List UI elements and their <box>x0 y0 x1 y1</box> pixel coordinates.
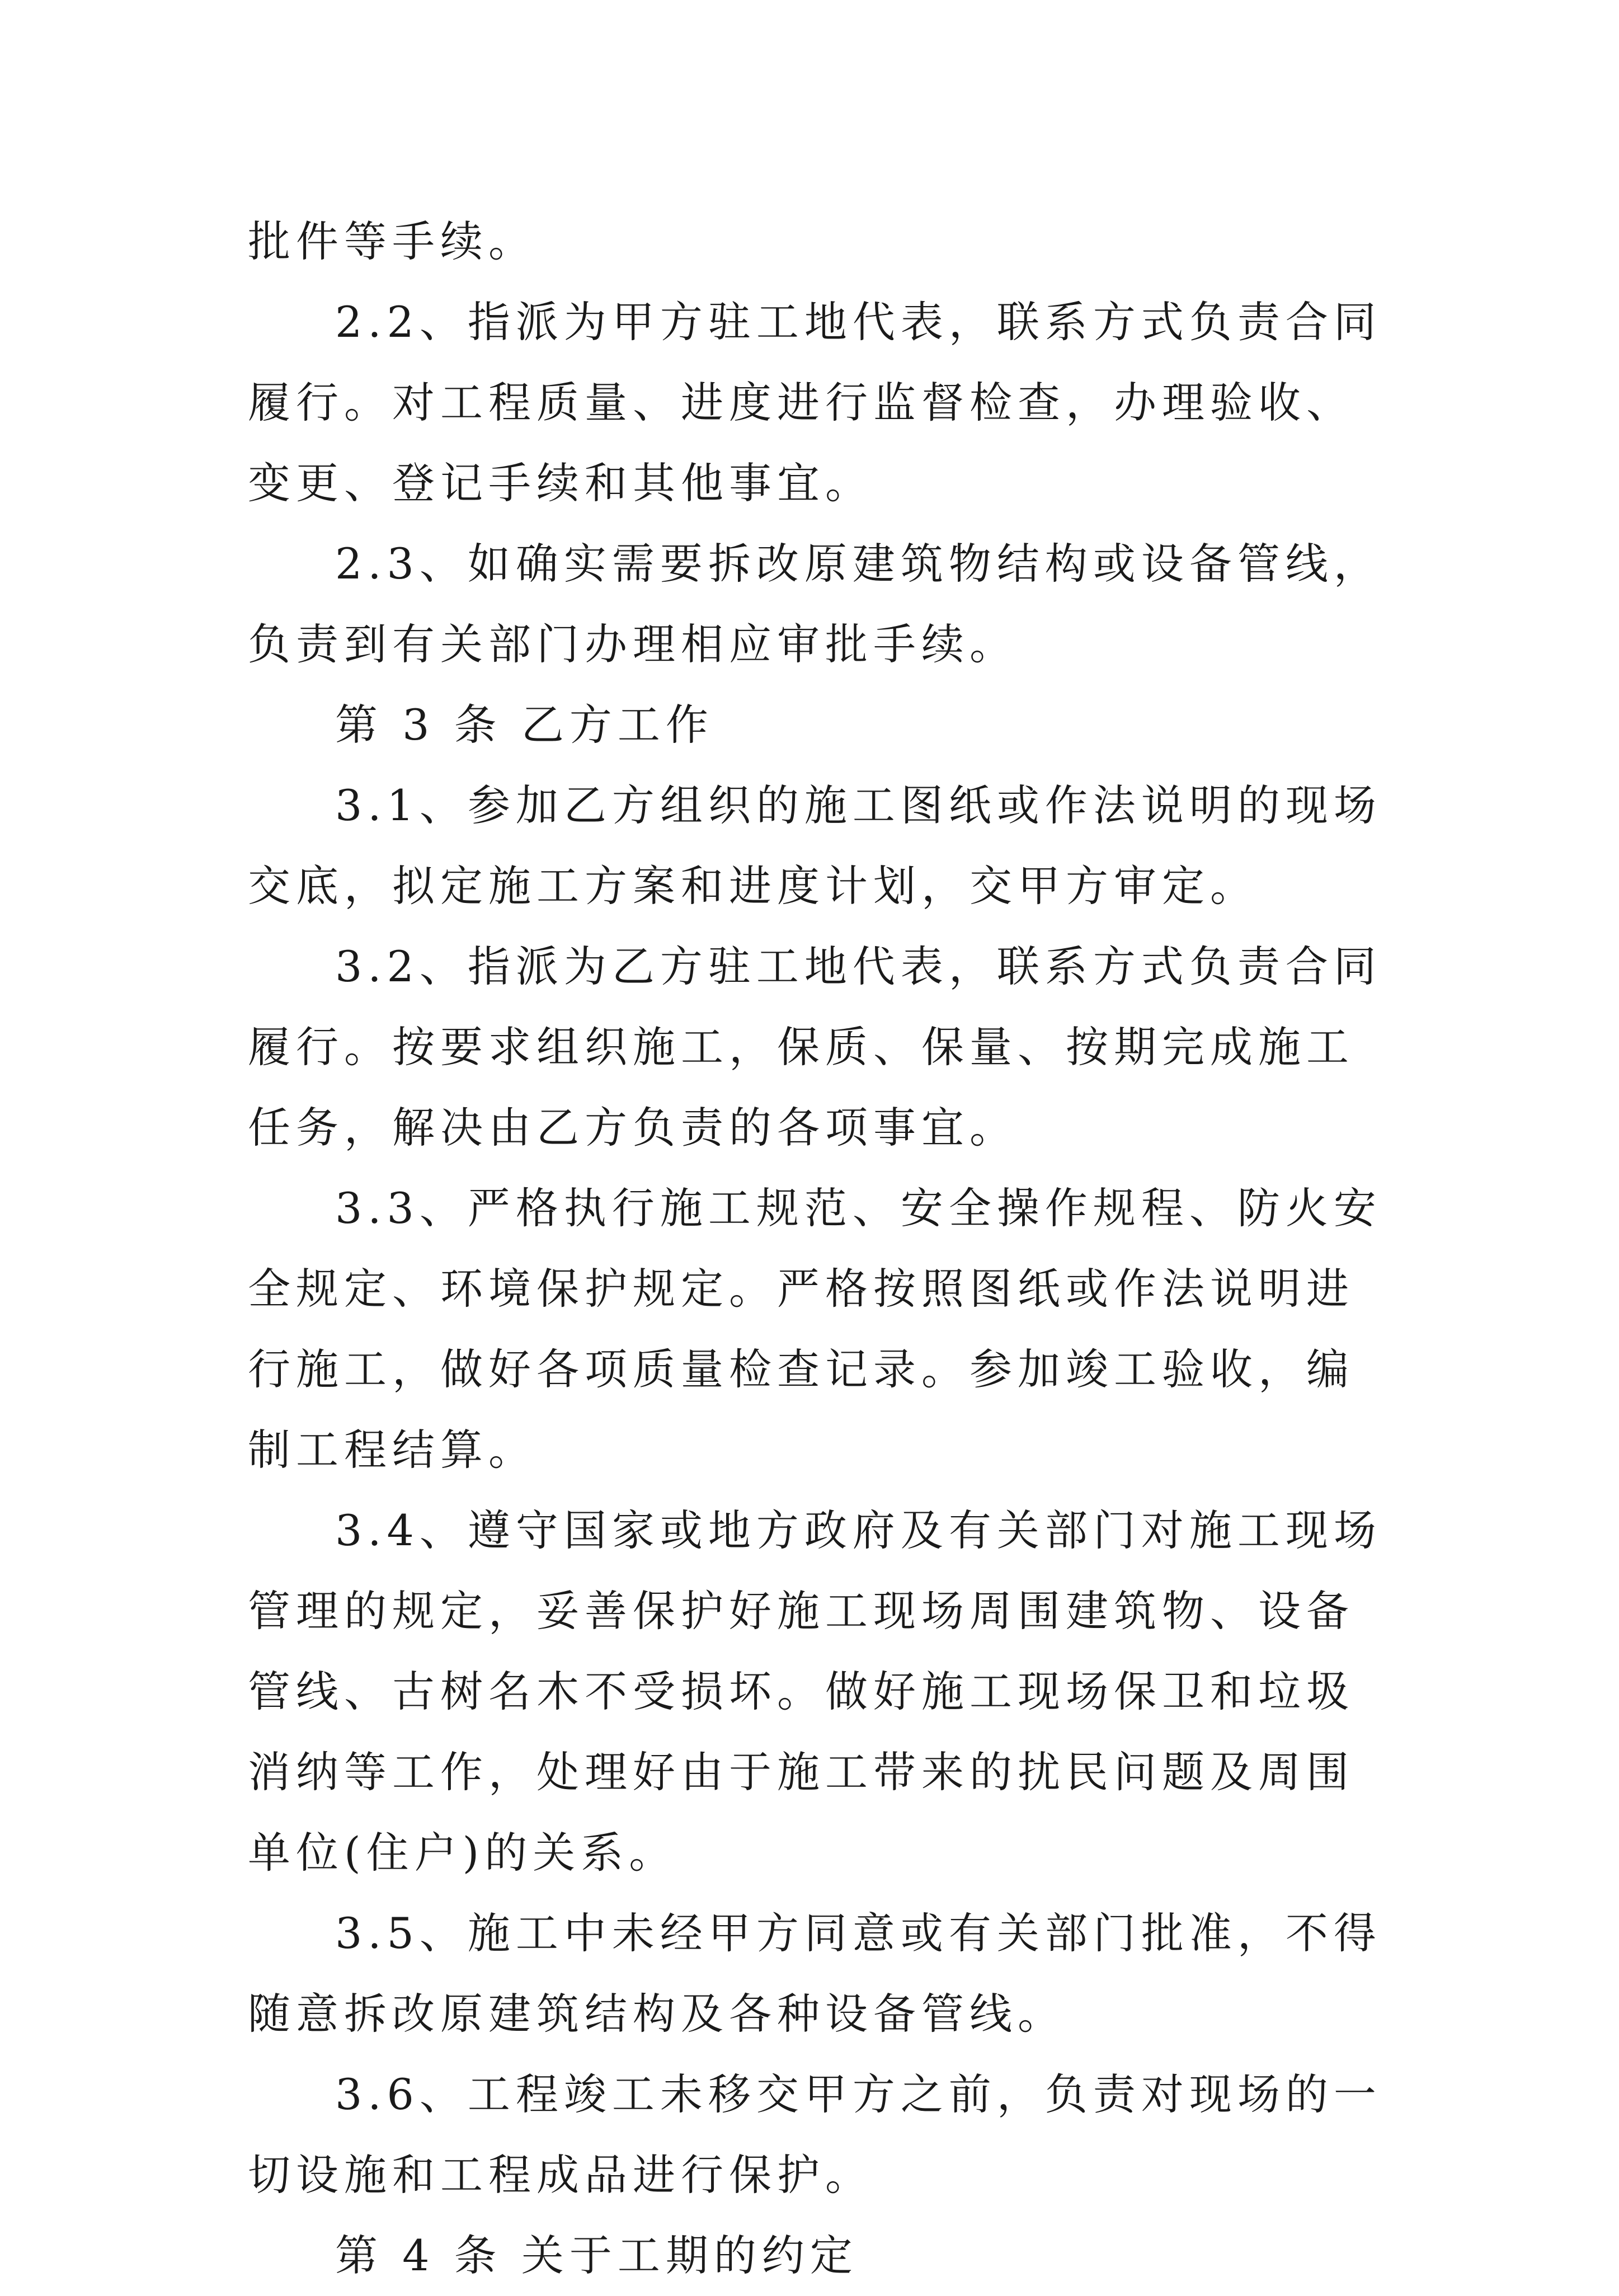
paragraph-3-3: 3.3、严格执行施工规范、安全操作规程、防火安全规定、环境保护规定。严格按照图纸或作法说明进行施工，做好各项质量检查记录。参加竣工验收，编制工程结算。 <box>248 1183 1382 1475</box>
paragraph-continuation: 批件等手续。 <box>248 217 536 266</box>
paragraph-3-6: 3.6、工程竣工未移交甲方之前，负责对现场的一切设施和工程成品进行保护。 <box>248 2069 1382 2200</box>
paragraph-3-2: 3.2、指派为乙方驻工地代表，联系方式负责合同履行。按要求组织施工，保质、保量、按期完成施工任务，解决由乙方负责的各项事宜。 <box>248 942 1382 1152</box>
section-heading-article-4: 第 4 条 关于工期的约定 <box>335 2231 858 2280</box>
paragraph-2-2: 2.2、指派为甲方驻工地代表，联系方式负责合同履行。对工程质量、进度进行监督检查，办理验收、变更、登记手续和其他事宜。 <box>248 297 1382 508</box>
section-heading-article-3: 第 3 条 乙方工作 <box>335 700 714 750</box>
document-body <box>248 201 1395 2296</box>
paragraph-3-4: 3.4、遵守国家或地方政府及有关部门对施工现场管理的规定，妥善保护好施工现场周围建筑物、设备管线、古树名木不受损坏。做好施工现场保卫和垃圾消纳等工作，处理好由于施工带来的扰民问题及周围单位(住户)的关系。 <box>248 1505 1382 1878</box>
paragraph-3-1: 3.1、参加乙方组织的施工图纸或作法说明的现场交底，拟定施工方案和进度计划，交甲方审定。 <box>248 780 1382 911</box>
paragraph-2-3: 2.3、如确实需要拆改原建筑物结构或设备管线，负责到有关部门办理相应审批手续。 <box>248 539 1382 669</box>
paragraph-3-5: 3.5、施工中未经甲方同意或有关部门批准，不得随意拆改原建筑结构及各种设备管线。 <box>248 1908 1382 2039</box>
